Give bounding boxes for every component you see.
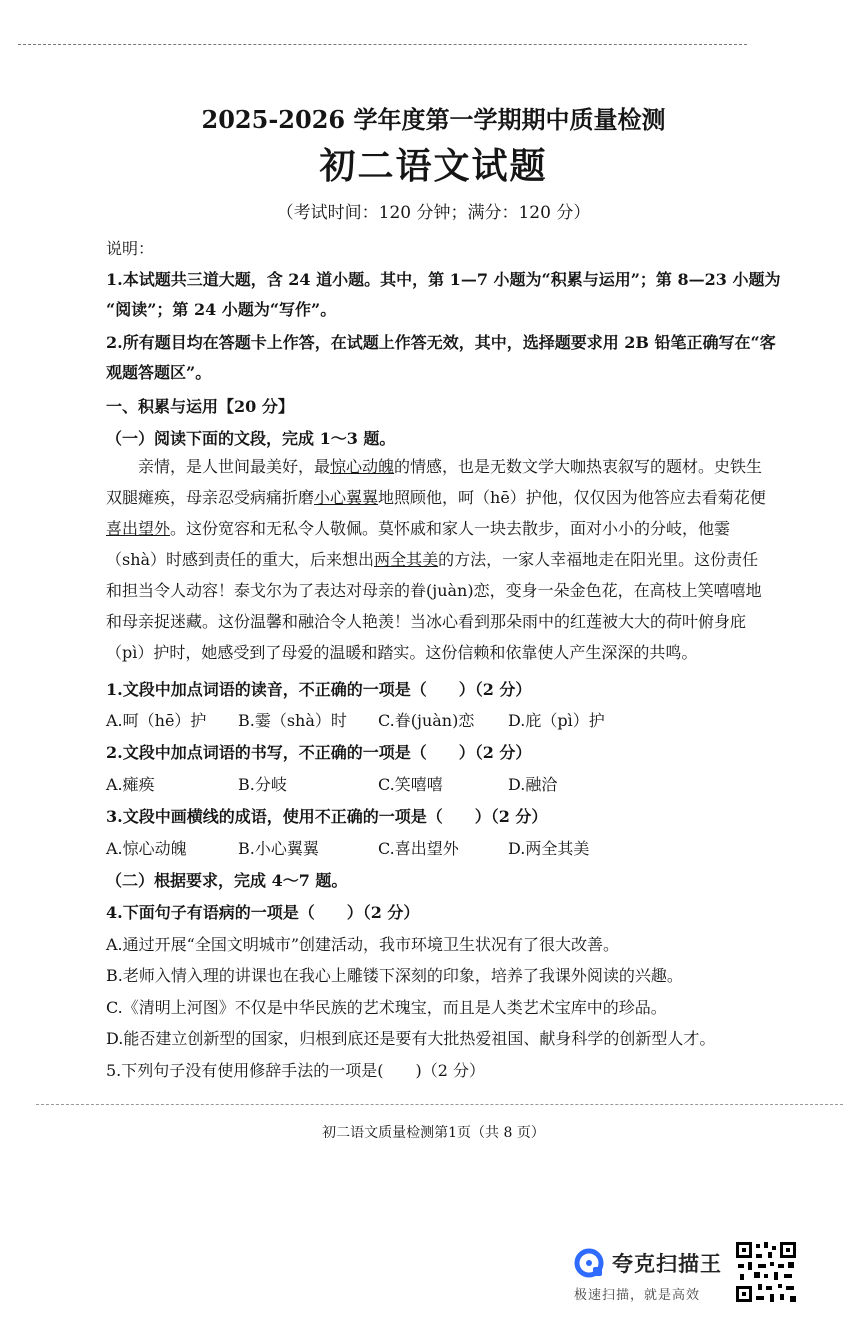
q2-option-c: C.笑嘻嘻	[378, 775, 443, 794]
underlined-idiom-3: 喜出望外	[106, 519, 171, 538]
instructions-label: 说明：	[106, 239, 155, 258]
question-3-options	[106, 836, 589, 859]
instruction-1-line-2: “阅读”；第 24 小题为“写作”。	[106, 300, 337, 319]
q3-option-d: D.两全其美	[508, 839, 590, 858]
q4-option-c: C.《清明上河图》不仅是中华民族的艺术瑰宝，而且是人类艺术宝库中的珍品。	[106, 998, 667, 1017]
q2-option-b: B.分岐	[238, 775, 287, 794]
underlined-idiom-4: 两全其美	[374, 550, 439, 569]
q3-option-a: A.惊心动魄	[106, 839, 187, 858]
instruction-2-line-2: 观题答题区”。	[106, 363, 212, 382]
q1-option-b: B.霎（shà）时	[238, 711, 347, 730]
passage-text-1: 亲情，是人世间最美好，最	[138, 457, 331, 476]
top-dashed-line	[18, 44, 747, 45]
reading-passage	[106, 451, 766, 668]
question-1-options	[106, 708, 605, 731]
q3-option-c: C.喜出望外	[378, 839, 459, 858]
q2-option-a: A.瘫痪	[106, 775, 155, 794]
passage-text-3: 地照顾他，呵（hē）护他，仅仅因为他答应去看菊花便	[378, 488, 766, 507]
brand-slogan: 极速扫描，就是高效	[574, 1288, 701, 1303]
underlined-idiom-1: 惊心动魄	[330, 457, 395, 476]
question-2-options	[106, 772, 557, 795]
question-4-stem: 4.下面句子有语病的一项是（ ）（2 分）	[106, 903, 420, 922]
brand-name: 夸克扫描王	[612, 1252, 722, 1276]
scanner-watermark	[574, 1244, 734, 1304]
passage-text-2: 的情感，也是无数文学大咖热衷叙写的题材。史铁生双腿瘫痪，母亲忍受病痛折磨	[106, 457, 763, 507]
q3-option-b: B.小心翼翼	[238, 839, 319, 858]
exam-info: （考试时间：120 分钟；满分：120 分）	[276, 203, 591, 223]
question-1-stem: 1.文段中加点词语的读音，不正确的一项是（ ）（2 分）	[106, 680, 532, 699]
section-1-heading: 一、积累与运用【20 分】	[106, 397, 294, 416]
q1-option-c: C.眷(juàn)恋	[378, 711, 475, 730]
passage-text-4: 。这份宽容和无私令人敬佩。莫怀戚和家人一块去散步，面对小小的分岐，他霎（shà）时感到责任的重大，后来想出	[106, 519, 731, 569]
page-footer: 初二语文质量检测第1页（共 8 页）	[322, 1125, 545, 1141]
q1-option-d: D.庇（pì）护	[508, 711, 605, 730]
question-5-stem: 5.下列句子没有使用修辞手法的一项是( )（2 分）	[106, 1061, 486, 1080]
exam-title: 2025-2026 学年度第一学期期中质量检测	[201, 105, 666, 134]
part-1-heading: （一）阅读下面的文段，完成 1～3 题。	[106, 429, 396, 448]
instruction-2-line-1: 2.所有题目均在答题卡上作答，在试题上作答无效，其中，选择题要求用 2B 铅笔正确写在“客	[106, 333, 776, 352]
q1-option-a: A.呵（hē）护	[106, 711, 207, 730]
question-2-stem: 2.文段中加点词语的书写，不正确的一项是（ ）（2 分）	[106, 743, 532, 762]
underlined-idiom-2: 小心翼翼	[314, 488, 379, 507]
instruction-1-line-1: 1.本试题共三道大题，含 24 道小题。其中，第 1—7 小题为“积累与运用”；第 8—23 小题为	[106, 270, 781, 289]
q4-option-a: A.通过开展“全国文明城市”创建活动，我市环境卫生状况有了很大改善。	[106, 935, 620, 954]
qr-code-icon	[734, 1240, 798, 1304]
bottom-dashed-line	[36, 1104, 843, 1105]
q2-option-d: D.融洽	[508, 775, 558, 794]
quark-logo-icon	[574, 1248, 604, 1278]
exam-subject-title: 初二语文试题	[319, 145, 548, 187]
question-3-stem: 3.文段中画横线的成语，使用不正确的一项是（ ）（2 分）	[106, 807, 548, 826]
q4-option-b: B.老师入情入理的讲课也在我心上雕镂下深刻的印象，培养了我课外阅读的兴趣。	[106, 966, 683, 985]
part-2-heading: （二）根据要求，完成 4～7 题。	[106, 871, 348, 890]
q4-option-d: D.能否建立创新型的国家，归根到底还是要有大批热爱祖国、献身科学的创新型人才。	[106, 1029, 716, 1048]
passage-text-5: 的方法，一家人幸福地走在阳光里。这份责任和担当令人动容！泰戈尔为了表达对母亲的眷(juàn)恋，变身一朵金色花，在高枝上笑嘻嘻地和母亲捉迷藏。这份温馨和融洽令人艳羡！当冰心看到那朵雨中的红莲被大大的荷叶俯身庇（pì）护时，她感受到了母爱的温暖和踏实。这份信赖和依靠使人产生深深的共鸣。	[106, 550, 762, 662]
